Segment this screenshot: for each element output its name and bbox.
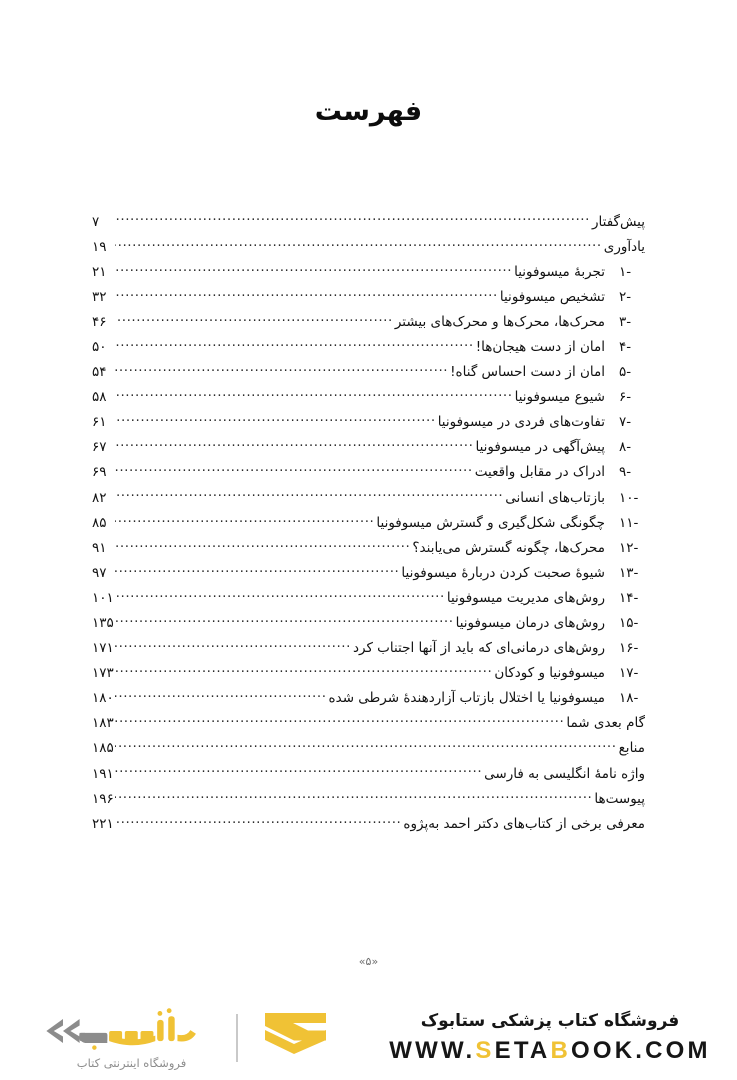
- toc-entry-page-number: ۱۰۱: [92, 589, 114, 606]
- toc-entry-page-number: ۱۹: [92, 238, 107, 255]
- toc-entry-label: تشخیص میسوفونیا: [499, 288, 605, 305]
- page-title: فهرست: [314, 96, 423, 127]
- toc-entry[interactable]: [92, 388, 645, 413]
- toc-entry-page-number: ۹۱: [92, 539, 107, 556]
- toc-entry-page-number: ۱۳۵: [92, 615, 114, 631]
- double-chevron-icon: [256, 1011, 330, 1065]
- toc-entry-label: محرک‌ها، چگونه گسترش می‌یابند؟: [412, 539, 605, 556]
- logo-wordmark-group: [39, 1007, 224, 1070]
- url-part-ook-com: OOK.COM: [570, 1036, 711, 1064]
- toc-entry-label: میسوفونیا یا اختلال بازتاب آزاردهندهٔ شرطی شده: [328, 690, 605, 707]
- toc-entry-page-number: ۸۵: [92, 514, 107, 531]
- toc-entry-page-number: ۱۷۳: [92, 665, 114, 682]
- toc-entry-label: پیش‌گفتار: [591, 213, 645, 230]
- toc-entry[interactable]: [92, 664, 645, 689]
- toc-entry-label: محرک‌ها، محرک‌ها و محرک‌های بیشتر: [394, 313, 605, 330]
- toc-entry[interactable]: [92, 814, 645, 839]
- toc-dot-leader: [115, 337, 474, 351]
- toc-entry[interactable]: [92, 237, 645, 262]
- toc-entry-label: روش‌های درمان میسوفونیا: [455, 615, 605, 631]
- toc-entry[interactable]: [92, 513, 645, 538]
- toc-dot-leader: [115, 287, 498, 301]
- footer-website-url[interactable]: [371, 1037, 729, 1065]
- footer-logo[interactable]: [0, 1007, 371, 1070]
- toc-entry-label: معرفی برخی از کتاب‌های دکتر احمد به‌پژوه: [403, 815, 645, 832]
- toc-entry[interactable]: [92, 689, 645, 714]
- toc-dot-leader: [115, 237, 602, 251]
- toc-entry-label: بازتاب‌های انسانی: [505, 489, 605, 506]
- toc-dot-leader: [115, 614, 454, 628]
- toc-entry-page-number: ۹۷: [92, 564, 107, 581]
- toc-entry-page-number: ۱۸۵: [92, 740, 114, 757]
- toc-dot-leader: [115, 513, 374, 527]
- toc-entry-page-number: ۶۱: [92, 414, 107, 431]
- toc-entry-number: ۲-: [619, 288, 632, 305]
- toc-entry[interactable]: [92, 262, 645, 287]
- toc-entry[interactable]: [92, 212, 645, 237]
- toc-entry-page-number: ۵۰: [92, 338, 107, 355]
- toc-entry-number: ۱۰-: [619, 489, 639, 506]
- toc-entry-number: ۱۲-: [619, 539, 639, 556]
- toc-entry-label: ادراک در مقابل واقعیت: [474, 464, 605, 481]
- footer-branding-text: [371, 1011, 737, 1064]
- toc-entry-number: ۱-: [619, 263, 632, 280]
- toc-entry-page-number: ۱۸۳: [92, 715, 114, 732]
- toc-entry-label: چگونگی شکل‌گیری و گسترش میسوفونیا: [376, 514, 605, 531]
- toc-entry-page-number: ۲۲۱: [92, 815, 114, 832]
- toc-entry[interactable]: [92, 614, 645, 639]
- toc-entry[interactable]: [92, 363, 645, 388]
- toc-entry[interactable]: [92, 488, 645, 513]
- table-of-contents: [92, 212, 645, 839]
- toc-entry[interactable]: [92, 438, 645, 463]
- toc-dot-leader: [115, 588, 445, 602]
- toc-entry-page-number: ۷: [92, 213, 100, 230]
- toc-entry-page-number: ۶۹: [92, 464, 107, 481]
- toc-entry-label: منابع: [618, 740, 645, 757]
- toc-entry[interactable]: [92, 538, 645, 563]
- toc-dot-leader: [115, 463, 473, 477]
- toc-entry-label: شیوع میسوفونیا: [514, 389, 605, 406]
- toc-entry-label: تجربهٔ میسوفونیا: [514, 263, 605, 280]
- toc-entry[interactable]: [92, 563, 645, 588]
- toc-entry-page-number: ۱۸۰: [92, 690, 114, 707]
- toc-entry-number: ۱۷-: [619, 665, 639, 682]
- toc-dot-leader: [115, 664, 492, 678]
- toc-entry-number: ۹-: [619, 464, 632, 481]
- toc-entry-label: امان از دست هیجان‌ها!: [475, 338, 605, 355]
- toc-entry-page-number: ۱۹۱: [92, 765, 114, 782]
- toc-entry-number: ۴-: [619, 338, 632, 355]
- url-part-b: B: [550, 1036, 571, 1064]
- toc-entry[interactable]: [92, 463, 645, 488]
- toc-entry-number: ۸-: [619, 439, 632, 456]
- toc-entry-number: ۱۳-: [619, 564, 639, 581]
- toc-entry-number: ۷-: [619, 414, 632, 431]
- logo-tagline: فروشگاه اینترنتی کتاب: [76, 1055, 187, 1070]
- toc-dot-leader: [115, 714, 564, 728]
- toc-entry-number: ۶-: [619, 389, 632, 406]
- toc-dot-leader: [115, 689, 327, 703]
- toc-entry-label: واژه نامهٔ انگلیسی به فارسی: [484, 765, 645, 782]
- toc-entry-page-number: ۴۶: [92, 313, 107, 330]
- toc-entry-label: پیوست‌ها: [594, 790, 645, 807]
- toc-entry[interactable]: [92, 287, 645, 312]
- toc-dot-leader: [115, 814, 401, 828]
- toc-entry-page-number: ۶۷: [92, 439, 107, 456]
- toc-dot-leader: [115, 262, 512, 276]
- site-footer: [0, 996, 737, 1080]
- toc-entry[interactable]: [92, 639, 645, 664]
- toc-entry-page-number: ۳۲: [92, 288, 107, 305]
- toc-entry-number: ۱۵-: [619, 615, 639, 631]
- toc-dot-leader: [115, 538, 410, 552]
- toc-dot-leader: [115, 764, 482, 778]
- toc-entry-number: ۳-: [619, 313, 632, 330]
- toc-dot-leader: [115, 438, 473, 452]
- setabook-wordmark-icon: [39, 1007, 224, 1055]
- toc-entry-number: ۵-: [619, 364, 632, 381]
- footer-tagline: فروشگاه کتاب پزشکی ستابوک: [420, 1011, 680, 1032]
- toc-entry-number: ۱۱-: [619, 514, 639, 531]
- toc-entry-number: ۱۸-: [619, 690, 639, 707]
- url-part-s: S: [475, 1036, 495, 1064]
- toc-entry-label: گام بعدی شما: [566, 715, 645, 732]
- toc-dot-leader: [115, 639, 351, 653]
- toc-entry[interactable]: [92, 714, 645, 739]
- toc-entry-page-number: ۵۴: [92, 364, 107, 381]
- toc-entry[interactable]: [92, 337, 645, 362]
- toc-entry-label: امان از دست احساس گناه!: [450, 364, 605, 381]
- toc-entry[interactable]: [92, 588, 645, 613]
- toc-entry-label: میسوفونیا و کودکان: [494, 665, 605, 682]
- toc-dot-leader: [115, 413, 436, 427]
- toc-dot-leader: [115, 312, 393, 326]
- toc-entry[interactable]: [92, 789, 645, 814]
- toc-dot-leader: [115, 388, 513, 402]
- toc-entry[interactable]: [92, 312, 645, 337]
- toc-entry-label: پیش‌آگهی در میسوفونیا: [475, 439, 605, 456]
- toc-entry-page-number: ۸۲: [92, 489, 107, 506]
- toc-entry-label: روش‌های مدیریت میسوفونیا: [446, 589, 605, 606]
- toc-dot-leader: [115, 212, 590, 226]
- url-part-www: WWW.: [389, 1036, 476, 1064]
- toc-entry-number: ۱۴-: [619, 589, 639, 606]
- toc-entry-page-number: ۲۱: [92, 263, 107, 280]
- toc-entry-label: شیوهٔ صحبت کردن دربارهٔ میسوفونیا: [401, 564, 605, 581]
- toc-entry-page-number: ۱۷۱: [92, 640, 114, 657]
- url-part-eta: ETA: [494, 1036, 551, 1064]
- toc-entry-number: ۱۶-: [619, 640, 639, 657]
- toc-dot-leader: [115, 488, 503, 502]
- toc-dot-leader: [115, 739, 617, 753]
- logo-divider: [236, 1014, 238, 1062]
- toc-dot-leader: [115, 363, 448, 377]
- page-folio: «۵»: [358, 955, 379, 968]
- toc-entry-page-number: ۵۸: [92, 389, 107, 406]
- toc-entry-label: یادآوری: [603, 238, 645, 255]
- toc-dot-leader: [115, 563, 399, 577]
- toc-entry-page-number: ۱۹۶: [92, 790, 114, 807]
- toc-entry[interactable]: [92, 413, 645, 438]
- toc-entry[interactable]: [92, 764, 645, 789]
- toc-entry-label: تفاوت‌های فردی در میسوفونیا: [437, 414, 605, 431]
- toc-entry-label: روش‌های درمانی‌ای که باید از آنها اجتناب کرد: [352, 640, 605, 657]
- toc-dot-leader: [115, 789, 592, 803]
- toc-entry[interactable]: [92, 739, 645, 764]
